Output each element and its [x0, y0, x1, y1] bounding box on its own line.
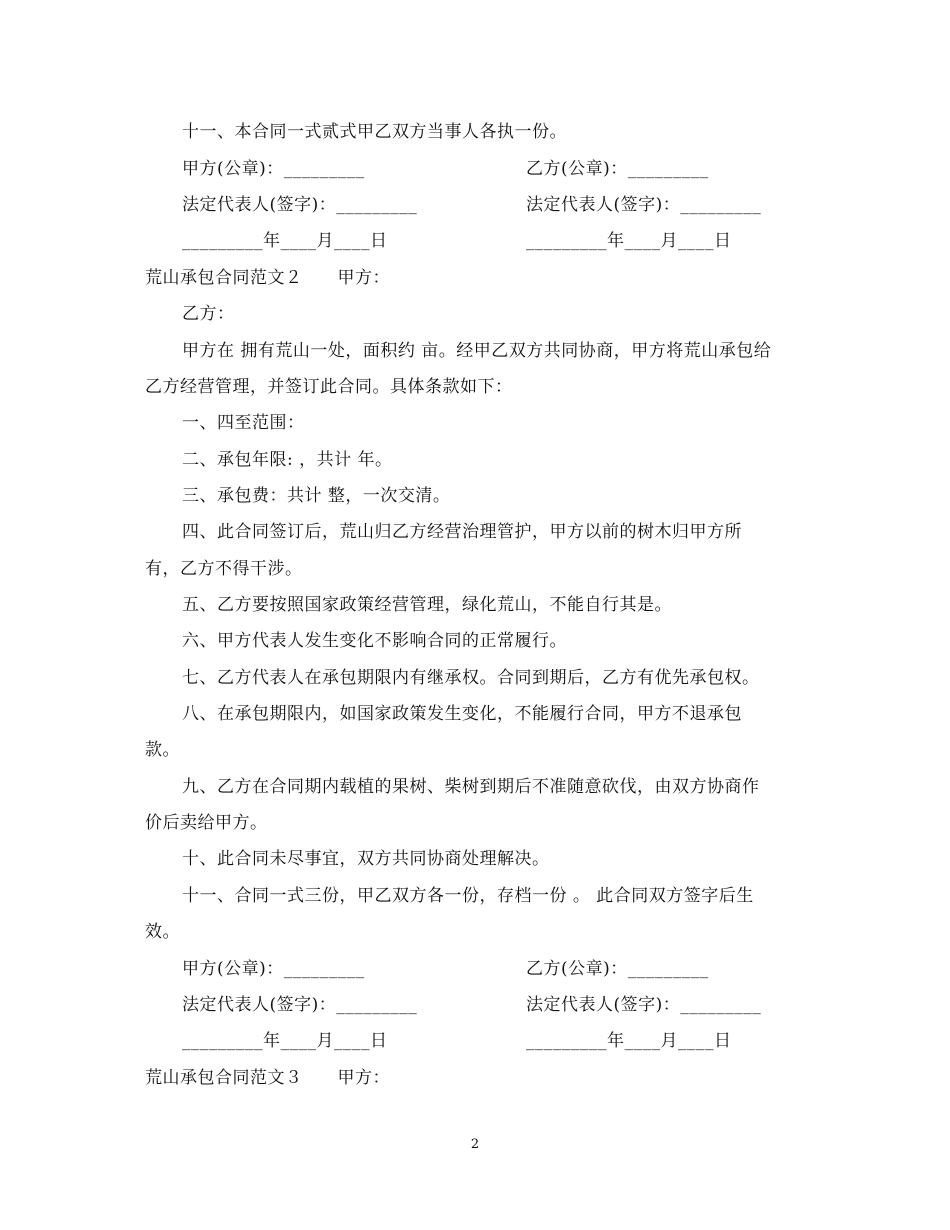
party-a-seal-line-2: 甲方(公章)：_________ [182, 959, 365, 979]
clause-8-line-1: 八、在承包期限内，如国家政策发生变化，不能履行合同，甲方不退承包 [182, 704, 742, 724]
party-a-seal-line: 甲方(公章)：_________ [182, 159, 365, 179]
party-b-seal-line: 乙方(公章)：_________ [526, 159, 709, 179]
contract-2-heading: 荒山承包合同范文２ 甲方： [145, 268, 390, 288]
clause-10: 十、此合同未尽事宜，双方共同协商处理解决。 [182, 849, 550, 869]
clause-4-line-2: 有，乙方不得干涉。 [145, 559, 303, 579]
intro-paragraph-line-2: 乙方经营管理，并签订此合同。具体条款如下： [145, 377, 513, 397]
clause-8-line-2: 款。 [145, 740, 180, 760]
clause-11-line-1: 十一、合同一式三份，甲乙双方各一份，存档一份 。 此合同双方签字后生 [182, 886, 754, 906]
page-number: 2 [470, 1137, 480, 1152]
intro-paragraph-line-1: 甲方在 拥有荒山一处，面积约 亩。经甲乙双方共同协商，甲方将荒山承包给 [182, 341, 772, 361]
clause-4-line-1: 四、此合同签订后，荒山归乙方经营治理管护，甲方以前的树木归甲方所 [182, 522, 742, 542]
clause-3: 三、承包费：共计 整，一次交清。 [182, 486, 451, 506]
party-b-rep-line: 法定代表人(签字)：_________ [526, 195, 762, 215]
party-b-rep-line-2: 法定代表人(签字)：_________ [526, 995, 762, 1015]
clause-11-line-2: 效。 [145, 922, 180, 942]
contract-3-heading: 荒山承包合同范文３ 甲方： [145, 1068, 390, 1088]
clause-11-text: 十一、本合同一式贰式甲乙双方当事人各执一份。 [182, 122, 567, 142]
clause-2: 二、承包年限: ，共计 年。 [182, 450, 393, 470]
clause-9-line-2: 价后卖给甲方。 [145, 813, 268, 833]
party-b-date-line-2: _________年____月____日 [526, 1031, 732, 1051]
party-a-date-line-2: _________年____月____日 [182, 1031, 388, 1051]
clause-5: 五、乙方要按照国家政策经营管理，绿化荒山，不能自行其是。 [182, 595, 672, 615]
party-a-rep-line-2: 法定代表人(签字)：_________ [182, 995, 418, 1015]
party-b-label: 乙方： [182, 304, 235, 324]
clause-7: 七、乙方代表人在承包期限内有继承权。合同到期后，乙方有优先承包权。 [182, 668, 760, 688]
party-b-seal-line-2: 乙方(公章)：_________ [526, 959, 709, 979]
clause-1: 一、四至范围： [182, 413, 305, 433]
clause-6: 六、甲方代表人发生变化不影响合同的正常履行。 [182, 631, 567, 651]
party-b-date-line: _________年____月____日 [526, 231, 732, 251]
party-a-rep-line: 法定代表人(签字)：_________ [182, 195, 418, 215]
clause-9-line-1: 九、乙方在合同期内载植的果树、柴树到期后不准随意砍伐，由双方协商作 [182, 777, 760, 797]
party-a-date-line: _________年____月____日 [182, 231, 388, 251]
